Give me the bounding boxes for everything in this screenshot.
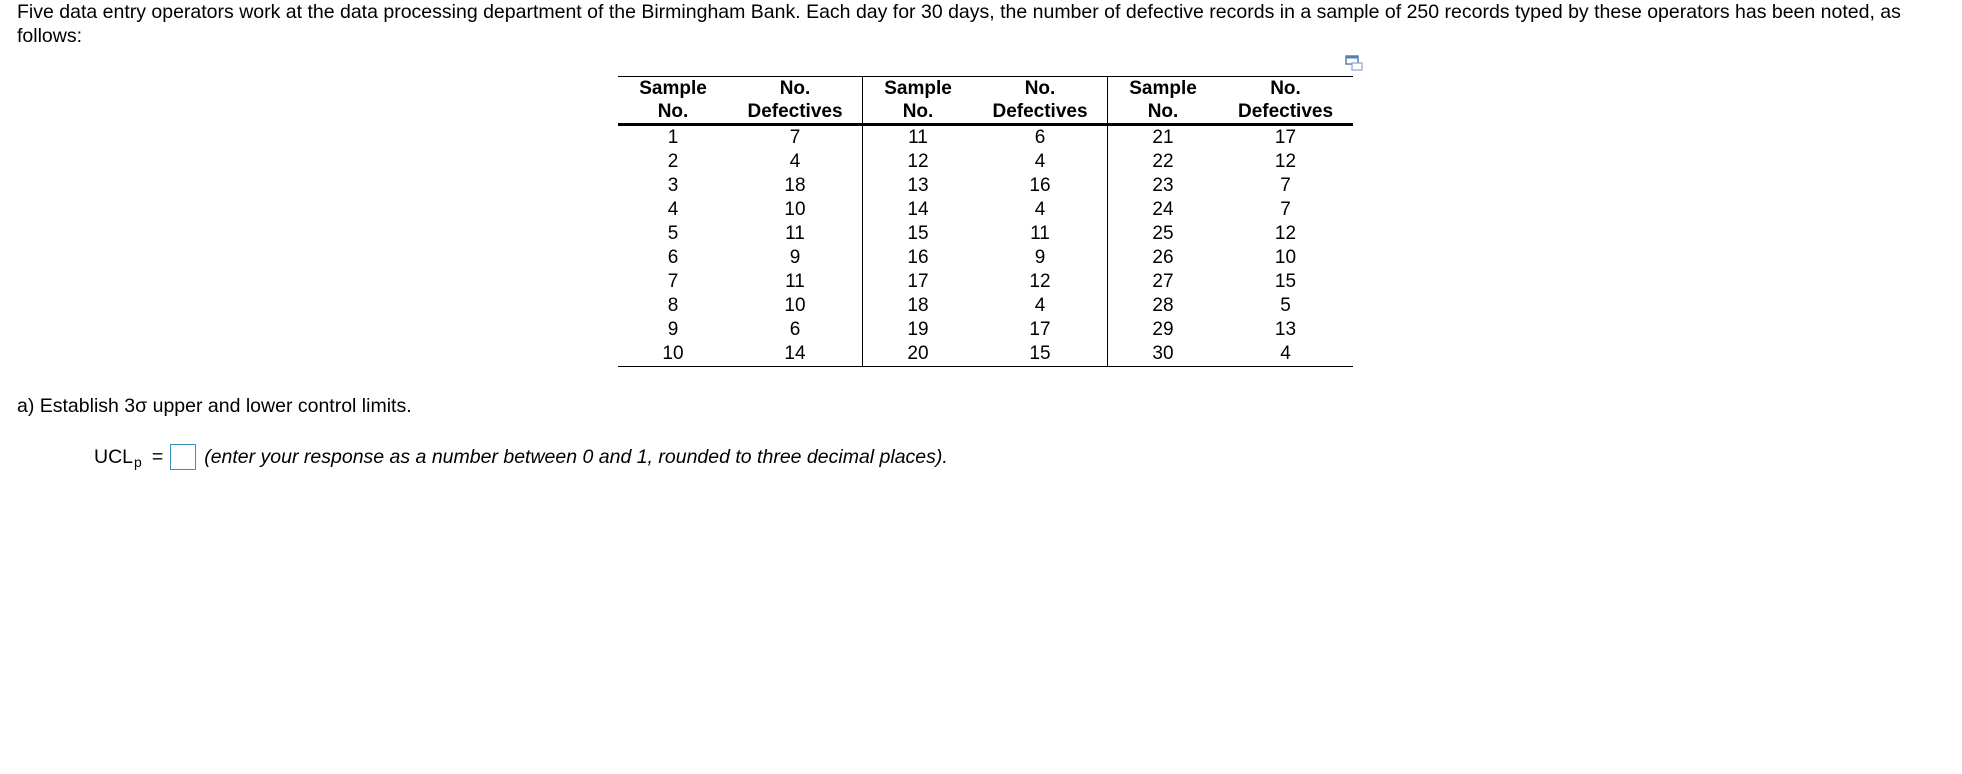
table-cell: 3 (667, 175, 679, 196)
table-cell: 11 (908, 127, 928, 148)
ucl-answer-row (94, 444, 948, 470)
table-cell: 4 (973, 150, 1108, 174)
table-cell: 5 (1280, 295, 1291, 316)
defects-table (618, 76, 1353, 367)
table-cell: 4 (1218, 342, 1353, 367)
table-cell: 12 (973, 270, 1108, 294)
table-cell: 16 (973, 174, 1108, 198)
table-row (618, 294, 1353, 318)
defects-table-container (618, 76, 1353, 367)
table-row (618, 270, 1353, 294)
table-cell: 12 (1274, 223, 1297, 244)
table-cell: 13 (907, 175, 929, 196)
table-cell: 23 (1152, 175, 1174, 196)
table-cell: 7 (728, 125, 863, 151)
table-cell: 11 (728, 270, 863, 294)
ucl-label: $UCL_p$ (94, 445, 142, 470)
table-cell: 17 (973, 318, 1108, 342)
table-cell: 21 (1152, 127, 1174, 148)
header-no-defectives-3: No. Defectives (1218, 77, 1353, 125)
table-cell: 9 (728, 246, 863, 270)
table-cell: 28 (1152, 295, 1174, 316)
table-cell: 9 (973, 246, 1108, 270)
table-row (618, 342, 1353, 367)
table-cell: 10 (728, 198, 863, 222)
table-cell: 19 (907, 319, 929, 340)
table-cell: 15 (907, 223, 929, 244)
table-cell: 4 (973, 294, 1108, 318)
header-no-defectives-1: No. Defectives (728, 77, 863, 125)
table-cell: 11 (728, 222, 863, 246)
header-sample-no-3: Sample No. (1108, 77, 1219, 125)
table-cell: 10 (728, 294, 863, 318)
table-cell: 30 (1108, 342, 1219, 367)
table-cell: 27 (1152, 271, 1174, 292)
header-sample-no-2: Sample No. (863, 77, 974, 125)
table-row (618, 246, 1353, 270)
table-row (618, 198, 1353, 222)
table-cell: 14 (728, 342, 863, 367)
table-cell: 2 (667, 151, 679, 172)
table-header-row (618, 77, 1353, 125)
table-cell: 6 (973, 125, 1108, 151)
table-row (618, 222, 1353, 246)
table-cell: 18 (728, 174, 863, 198)
table-cell: 12 (907, 151, 929, 172)
table-cell: 4 (667, 199, 679, 220)
table-cell: 24 (1152, 199, 1174, 220)
question-part-a: a) Establish 3σ upper and lower control limits. (17, 395, 412, 417)
table-cell: 9 (667, 319, 679, 340)
table-cell: 13 (1274, 319, 1297, 340)
table-row (618, 174, 1353, 198)
table-cell: 18 (907, 295, 929, 316)
table-cell: 6 (667, 247, 679, 268)
table-cell: 25 (1152, 223, 1174, 244)
table-cell: 5 (667, 223, 679, 244)
table-cell: 11 (973, 222, 1108, 246)
table-row (618, 318, 1353, 342)
table-cell: 1 (667, 127, 679, 148)
table-cell: 15 (1274, 271, 1297, 292)
header-sample-no-1: Sample No. (618, 77, 728, 125)
table-cell: 10 (1274, 247, 1297, 268)
table-cell: 7 (1280, 175, 1291, 196)
copy-to-clipboard-icon[interactable] (1345, 55, 1363, 71)
table-cell: 26 (1152, 247, 1174, 268)
table-cell: 16 (907, 247, 929, 268)
equals-sign: = (151, 446, 164, 468)
table-row (618, 125, 1353, 151)
table-cell: 14 (907, 199, 929, 220)
table-cell: 17 (1274, 127, 1297, 148)
ucl-answer-input[interactable] (170, 444, 196, 470)
table-cell: 22 (1152, 151, 1174, 172)
table-cell: 4 (973, 198, 1108, 222)
table-cell: 7 (1280, 199, 1291, 220)
table-cell: 15 (973, 342, 1108, 367)
table-cell: 6 (728, 318, 863, 342)
table-cell: 10 (618, 342, 728, 367)
table-cell: 12 (1274, 151, 1297, 172)
table-cell: 8 (667, 295, 679, 316)
table-cell: 20 (863, 342, 974, 367)
header-no-defectives-2: No. Defectives (973, 77, 1108, 125)
table-cell: 17 (907, 271, 929, 292)
table-row (618, 150, 1353, 174)
table-cell: 7 (667, 271, 679, 292)
table-cell: 29 (1152, 319, 1174, 340)
answer-hint: (enter your response as a number between 0 and 1, rounded to three decimal places). (204, 446, 948, 468)
table-cell: 4 (728, 150, 863, 174)
problem-intro: Five data entry operators work at the data processing department of the Birmingham Bank. Each day for 30 days, the number of defective records in a sample of 250 records typed by these operators has been noted, as follows: (17, 1, 1901, 47)
